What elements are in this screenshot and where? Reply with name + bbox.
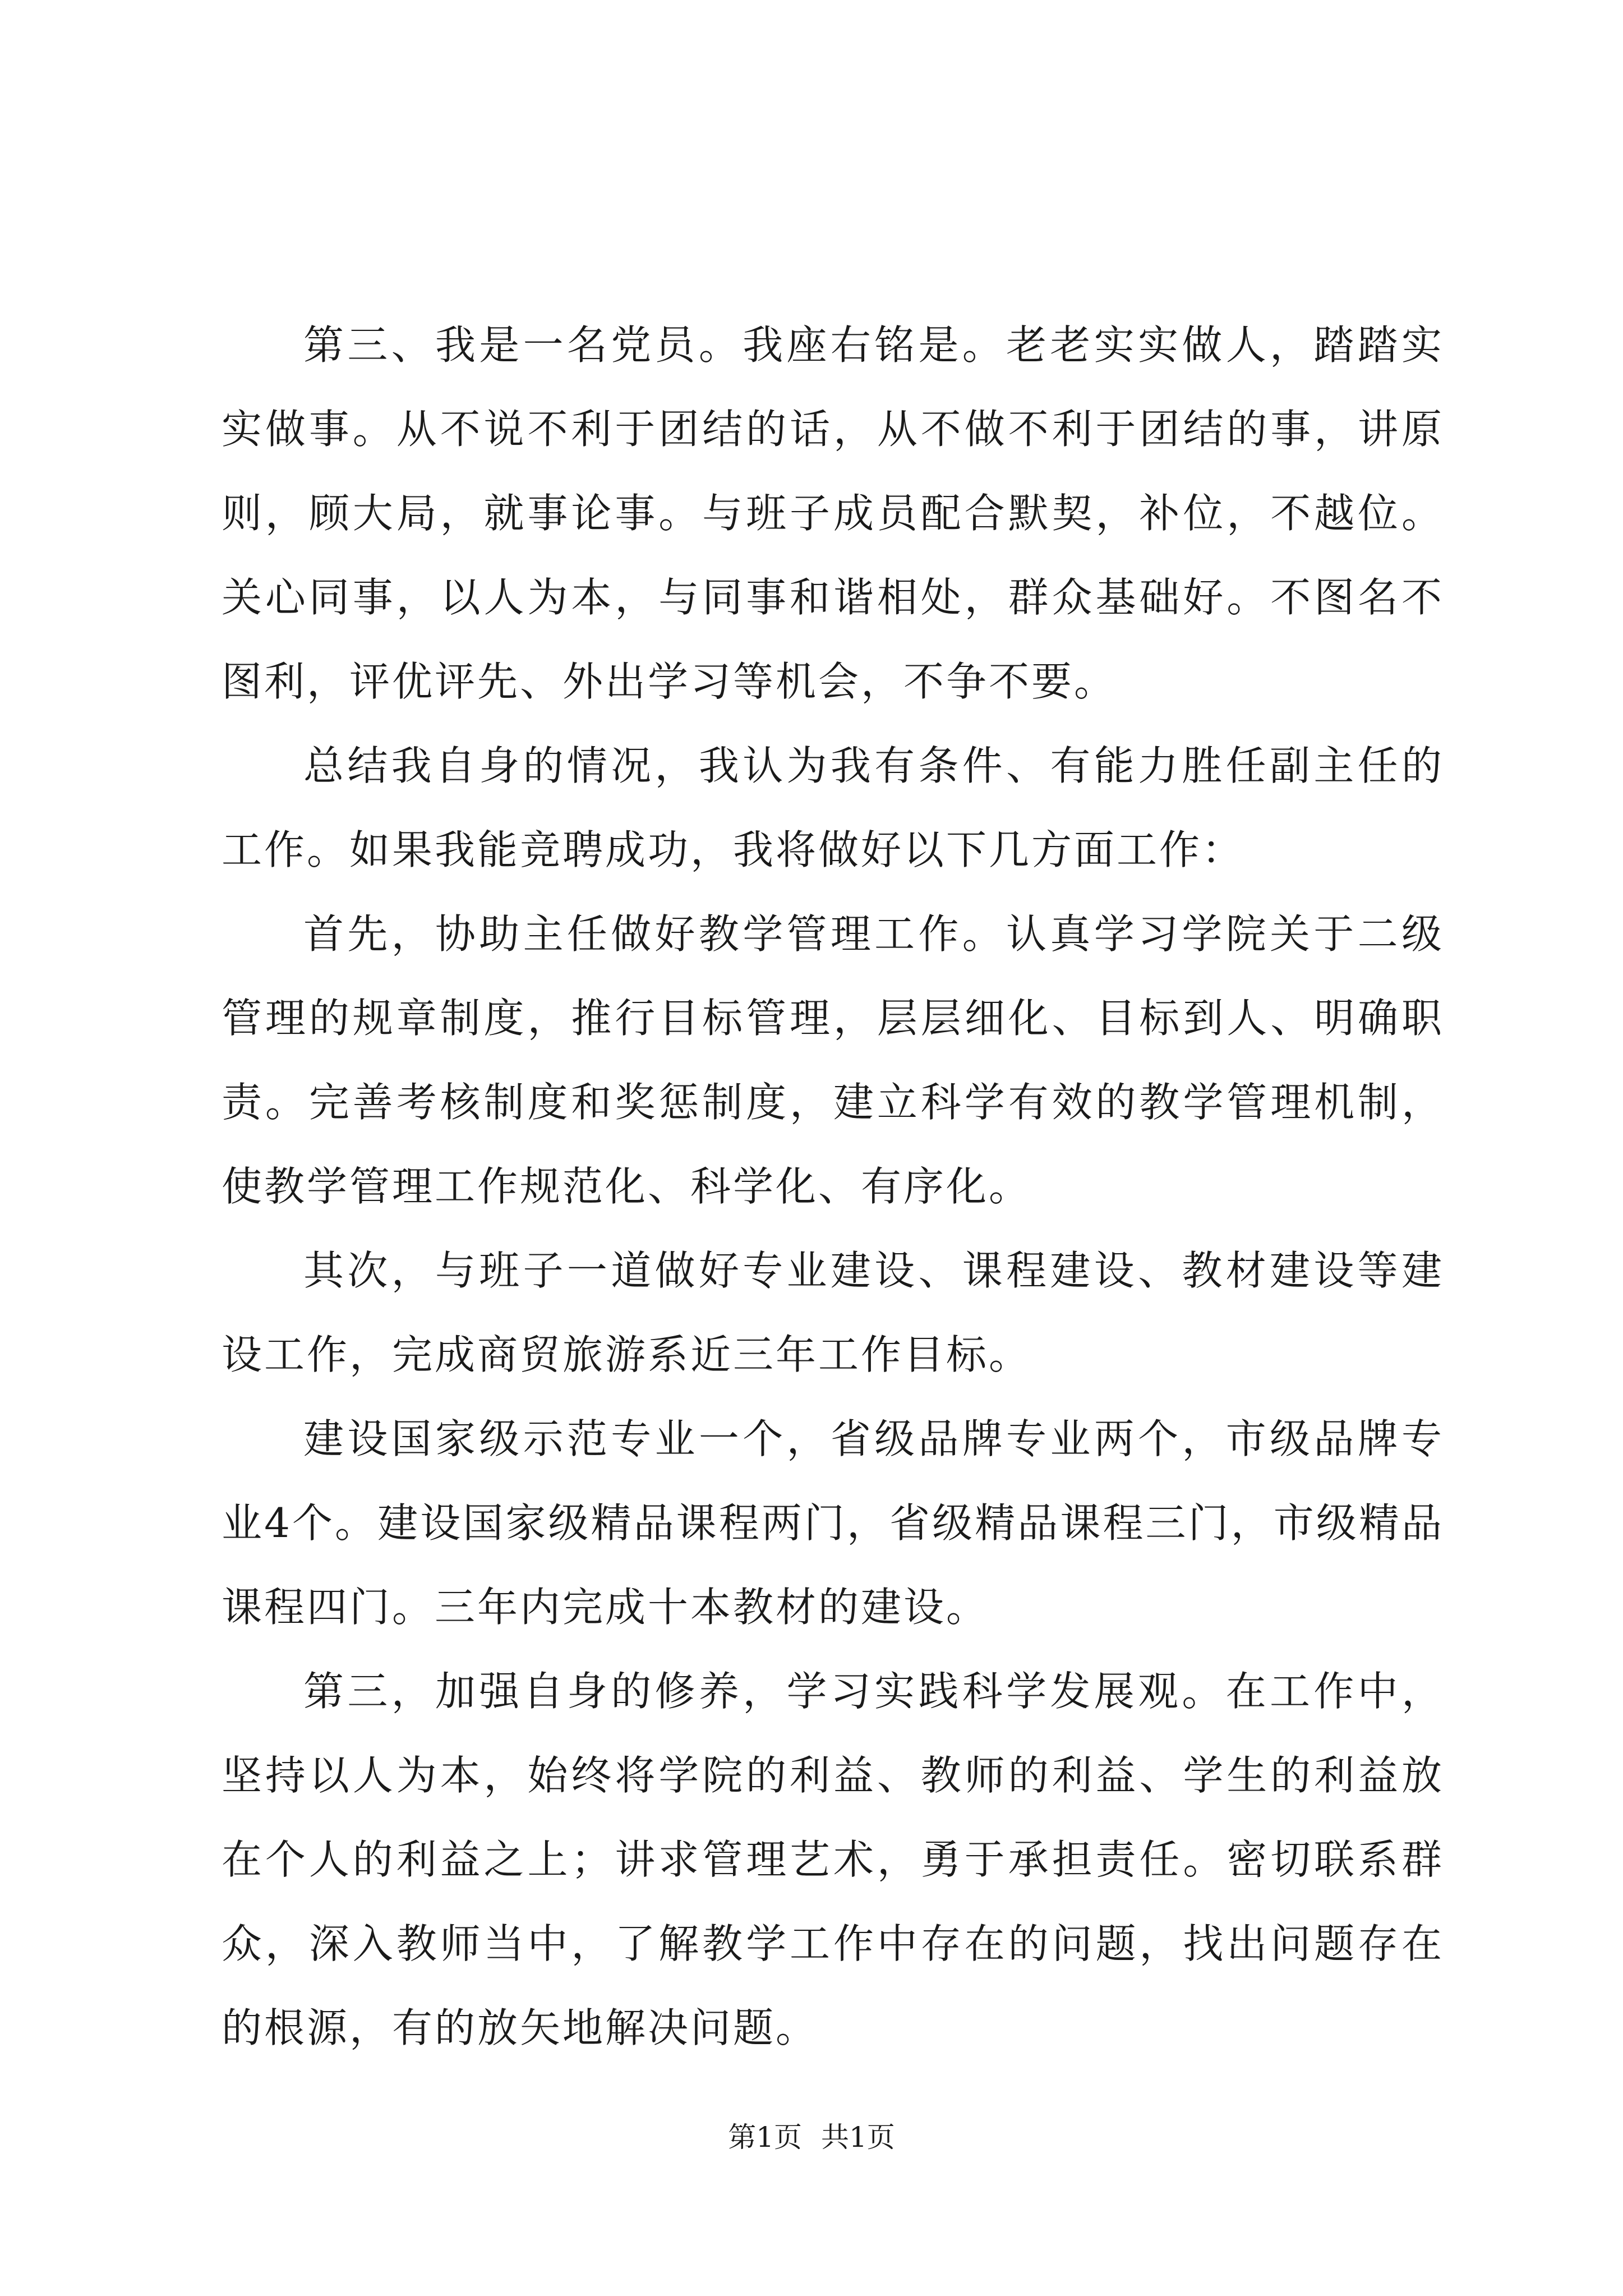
page-footer [0, 2115, 1623, 2160]
paragraph-second-construction: 其次，与班子一道做好专业建设、课程建设、教材建设等建设工作，完成商贸旅游系近三年工作目标。 [222, 1247, 1444, 1378]
paragraph-party-member: 第三、我是一名党员。我座右铭是。老老实实做人，踏踏实实做事。从不说不利于团结的话，从不做不利于团结的事，讲原则，顾大局，就事论事。与班子成员配合默契，补位，不越位。关心同事，以人为本，与同事和谐相处，群众基础好。不图名不图利，评优评先、外出学习等机会，不争不要。 [222, 321, 1444, 705]
page-number: 第1页 [728, 2121, 802, 2154]
page-total: 共1页 [821, 2121, 895, 2154]
paragraph-third-self-cultivation: 第三，加强自身的修养，学习实践科学发展观。在工作中，坚持以人为本，始终将学院的利益、教师的利益、学生的利益放在个人的利益之上；讲求管理艺术，勇于承担责任。密切联系群众，深入教师当中，了解教学工作中存在的问题，找出问题存在的根源，有的放矢地解决问题。 [222, 1668, 1444, 2051]
paragraph-summary: 总结我自身的情况，我认为我有条件、有能力胜任副主任的工作。如果我能竞聘成功，我将做好以下几方面工作： [222, 742, 1444, 873]
paragraph-construction-goals: 建设国家级示范专业一个，省级品牌专业两个，市级品牌专业4个。建设国家级精品课程两门，省级精品课程三门，市级精品课程四门。三年内完成十本教材的建设。 [222, 1415, 1444, 1631]
document-body [222, 303, 1444, 2070]
paragraph-first-teaching-management: 首先，协助主任做好教学管理工作。认真学习学院关于二级管理的规章制度，推行目标管理，层层细化、目标到人、明确职责。完善考核制度和奖惩制度，建立科学有效的教学管理机制，使教学管理工作规范化、科学化、有序化。 [222, 910, 1444, 1210]
